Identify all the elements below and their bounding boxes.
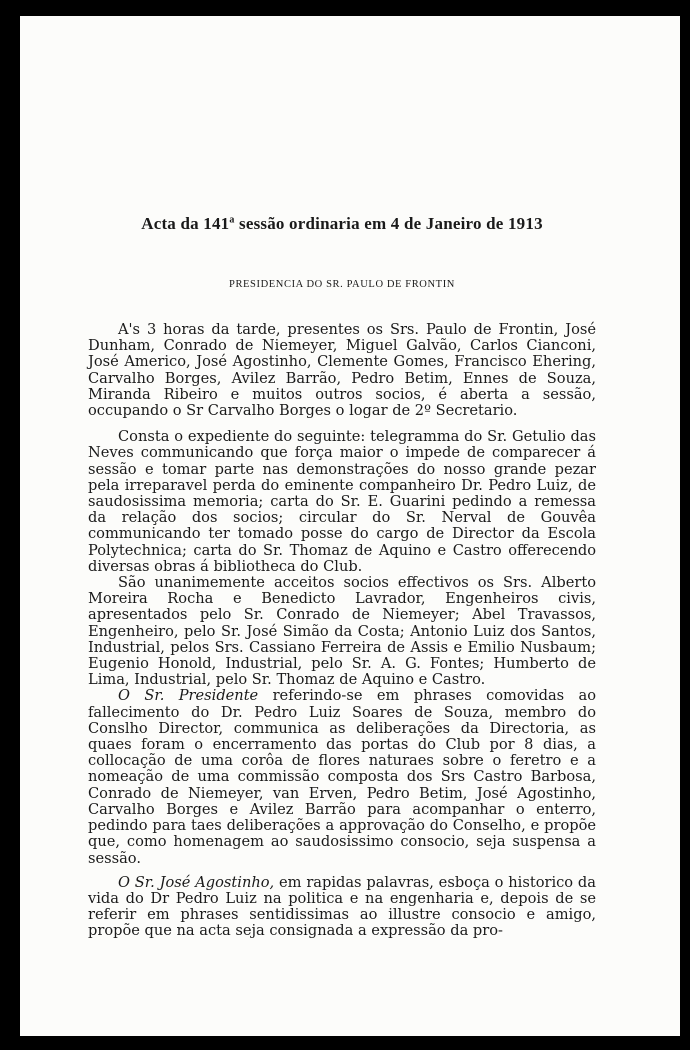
document-page	[20, 16, 680, 1036]
title-suffix: sessão ordinaria em 4 de Janeiro de 1913	[234, 214, 543, 233]
paragraph-jose-agostinho-lead: O Sr. José Agostinho,	[118, 873, 275, 891]
paragraph-president-lead: O Sr. Presidente	[118, 687, 259, 705]
paragraph-president	[88, 688, 596, 866]
paragraph-jose-agostinho-text: em rapidas palavras, esboça o historico da vida do Dr Pedro Luiz na politica e na engenharia e, depois de se referir em phrases sentidissimas ao illustre consocio e amigo, propõe que na acta seja consignada a expressão da pro-	[88, 873, 596, 940]
title-superscript: a	[229, 214, 235, 226]
paragraph-president-text: referindo-se em phrases comovidas ao fallecimento do Dr. Pedro Luiz Soares de Souza, membro do Conslho Director, communica as deliberações da Directoria, as quaes foram o encerramento das portas do Club por 8 dias, a collocação de uma corôa de flores naturaes sobre o feretro e a nomeação de uma commissão composta dos Srs Castro Barbosa, Conrado de Niemeyer, van Erven, Pedro Betim, José Agostinho, Carvalho Borges e Avilez Barrão para acompanhar o enterro, pedindo para taes deliberações a approvação do Conselho, e propõe que, como homenagem ao saudosissimo consocio, seja suspensa a sessão.	[88, 687, 596, 867]
page-title	[88, 214, 596, 234]
paragraph-new-members: São unanimemente acceitos socios effectivos os Srs. Alberto Moreira Rocha e Benedicto Lavrador, Engenheiros civis, apresentados pelo Sr. Conrado de Niemeyer; Abel Travassos, Engenheiro, pelo Sr. José Simão da Costa; Antonio Luiz dos Santos, Industrial, pelos Srs. Cassiano Ferreira de Assis e Emilio Nusbaum; Eugenio Honold, Industrial, pelo Sr. A. G. Fontes; Humberto de Lima, Industrial, pelo Sr. Thomaz de Aquino e Castro.	[88, 574, 596, 689]
title-prefix: Acta da 141	[141, 214, 230, 233]
page-subtitle: PRESIDENCIA DO SR. PAULO DE FRONTIN	[229, 279, 455, 290]
paragraph-attendance: A's 3 horas da tarde, presentes os Srs. Paulo de Frontin, José Dunham, Conrado de Niemeyer, Miguel Galvão, Carlos Cianconi, José Americo, José Agostinho, Clemente Gomes, Francisco Ehering, Carvalho Borges, Avilez Barrão, Pedro Betim, Ennes de Souza, Miranda Ribeiro e muitos outros socios, é aberta a sessão, occupando o Sr Carvalho Borges o logar de 2º Secretario.	[88, 321, 596, 420]
paragraph-jose-agostinho	[88, 875, 596, 940]
minutes-body	[88, 322, 596, 940]
paragraph-correspondence: Consta o expediente do seguinte: telegramma do Sr. Getulio das Neves communicando que força maior o impede de comparecer á sessão e tomar parte nas demonstrações do nosso grande pezar pela irreparavel perda do eminente companheiro Dr. Pedro Luiz, de saudosissima memoria; carta do Sr. E. Guarini pedindo a remessa da relação dos socios; circular do Sr. Nerval de Gouvêa communicando ter tomado posse do cargo de Director da Escola Polytechnica; carta do Sr. Thomaz de Aquino e Castro offerecendo diversas obras á bibliotheca do Club.	[88, 428, 596, 575]
